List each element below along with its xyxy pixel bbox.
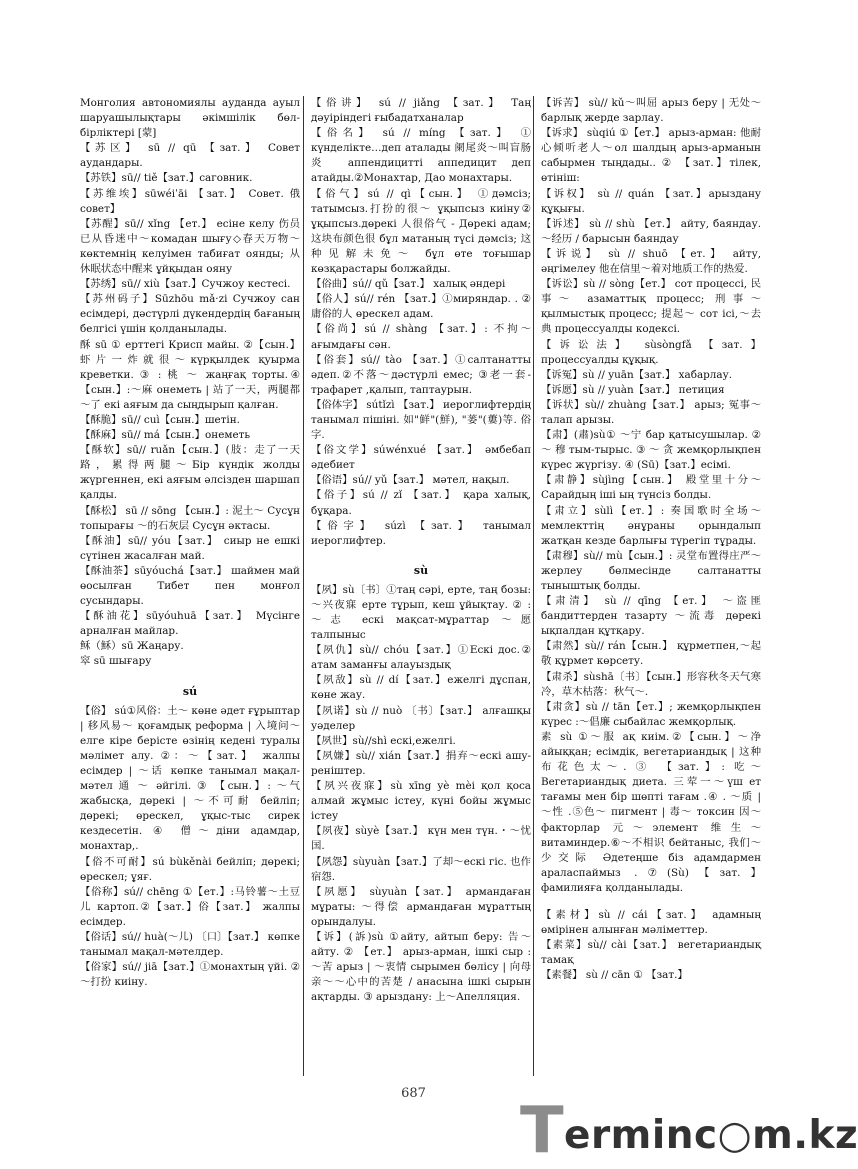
column-divider [303,96,304,1076]
dictionary-entry: 素 sù ①～服 ақ киім.②【сын.】～净 айыққан; есімдік, вегетариандық | 这种布花色太～. ③ 【зат.】: 吃～ Вегетариандық диета. 三荤一～үш ет тағамы мен бір шөпті тағам .④ . ～质 | ～性 .⑤色～ пигмент | 毒～ токсин 因～факторлар 元～элемент 维生～витаминдер.⑥～不相识 бейтаныс, 我们～少交际 Әдетеңше біз адамдармен араласпаймыз .⑦(Sù)【зат.】фамилияға қолданылады. [541,730,761,894]
page-number: 687 [401,1086,426,1101]
dictionary-entry: 【诉】(訴)sù ①айту, айтып беру: 告～ айту. ② 【ет.】 арыз-арман, ішкі сыр : ～苦 арыз | ～衷情 сырымен бөлісу | 向母亲～～心中的苦楚 / анасына ішкі сырын ақтарды. ③ арыздану: 上～Апелляция. [311,930,531,1004]
logo-text: erminc○m.kz [564,1113,858,1158]
section-gap [80,670,300,682]
logo-letter-t: T [520,1094,564,1168]
dictionary-entry: 稣（穌）sū Жаңару. [80,640,184,653]
dictionary-entry: 【肃杀】sùshā〔书〕【сын.】形容秋冬天气寒冷，草木枯落：秋气～. [541,670,761,698]
dictionary-entry: 【俗语】sú// yǔ【зат.】 мәтел, нақыл. [311,474,510,487]
section-gap [311,549,531,561]
dictionary-entry: 【俗尚】sú // shàng 【зат.】: 不拘～ ағымдағы сән. [311,323,531,351]
dictionary-entry: 【诉说】 sù // shuō 【ет.】 айту, әңгімелеу 他在信里～着对地质工作的热爱. [541,247,761,276]
dictionary-entry: 【俗子】sú // zǐ 【зат.】 қара халық, бұқара. [311,489,531,517]
dictionary-entry: 【肃然】sù// rán【сын.】 құрметпен,～起敬 құрмет көрсету. [541,640,761,668]
dictionary-entry: 【诉讼】sù // sòng【ет.】 сот процессі, 民事～ азаматтық процесс; 刑事～ қылмыстық процесс; 提起～ сот ісі,～去典 процессуалды кодексі. [541,278,761,336]
dictionary-entry: 【夙敌】sù // dí【зат.】ежелгі дұспан, көне жау. [311,674,531,702]
dictionary-entry: 【夙愿】 sùyuàn【зат.】 армандаған мұраты: ～得偿 армандаған мұраттың орындалуы. [311,885,531,928]
dictionary-entry: 【苏绣】sū// xiù【зат.】Сучжоу кестесі. [80,278,291,291]
column-left [80,96,300,1076]
syllable-heading: sú [182,684,198,698]
dictionary-entry: 【俗字】 súzì 【зат.】 танымал иероглифтер. [311,519,531,547]
dictionary-entry: 【苏维埃】sūwéiˈāi 【зат.】 Совет. 俄 совет】 [80,187,300,215]
dictionary-entry: 【夙怨】sùyuàn【зат.】了却～ескі гіс. 也作宿怨. [311,855,531,883]
dictionary-entry: 【酥松】 sū // sōng 【сын.】: 泥土～ Сусұн топырағы ～的石灰层 Сусұн әктасы. [80,504,300,532]
dictionary-entry: 【俗曲】sú// qǔ【зат.】 халық әндері [311,278,506,291]
dictionary-entry: 【夙夜】sùyè【зат.】 күн мен түн.・～忧国. [311,825,531,853]
dictionary-entry: 【酥麻】sū// má【сын.】онеметь [80,429,251,442]
section-gap [541,896,761,908]
dictionary-entry: 【肃静】sùjìng【сын.】 殿堂里十分～ Сарайдың іші ың түнсіз болды. [541,474,761,502]
column-right [541,96,761,1076]
dictionary-entry: 【俗称】sú// chēng ①【ет.】:马铃薯～土豆儿 картоп.②【зат.】俗【зат.】 жалпы есімдер. [80,885,300,928]
dictionary-entry: 酥 sū ① ерттегі Крисп майы. ②【сын.】虾片一炸就很～күрқылдек қуырма креветки. ③ : 桃 ～ жаңғақ торты.④【сын.】:～麻 онеметь | 站了一天，两腿都～了 екі аяғым да сыңдырып қалған. [80,338,300,411]
dictionary-entry: 【夙诺】sù // nuò 〔书〕【зат.】 алғашқы уәделер [311,704,531,732]
dictionary-entry: 【夙兴夜寐】sù xīng yè mèi қол қоса алмай жұмыс істеу, күні бойы жұмыс істеу [311,780,531,823]
termincom-logo [520,1094,858,1168]
dictionary-entry: 【苏州码子】Sūzhōu mǎ·zi Сучжоу сан есімдері, дәстүрлі дүкендердің бағаның белгісі үшін қолданылады. [80,293,300,336]
dictionary-entry: 【素菜】sù// cài【зат.】 вегетариандық тамақ [541,939,761,967]
dictionary-entry: 【俗话】sú// huà(～儿) 〔口〕【зат.】 көпке танымал мақал-мәтелдер. [80,930,300,959]
dictionary-entry: 【俗体字】 sútǐzì 【зат.】 иероглифтердің танымал пішіні. 如"鲜"(鮮), "蒌"(蔞)等. 俗字. [311,398,531,442]
dictionary-entry: 【诉求】 sùqiú ①【ет.】 арыз-арман: 他耐心倾听老人～ол шалдың арыз-арманын сабырмен тыңдады.. ② 【зат.】тілек, өтініш: [541,127,761,185]
dictionary-entry: 【苏醒】sū// xǐng 【ет.】 есіне келу 伤员已从昏迷中～комадан шығу◇春天万物～ көктемнің келуімен табиғат оянды; 从休眠状态中醒来 ұйқыдан ояну [80,217,300,276]
dictionary-entry: 【肃】(肅)sù① ～宁 бар қатысушылар. ② ～ 穆 тым-тырыс. ③ ～ 贪 жемқорлықпен күрес жүргізу. ④ (Sū)【зат.】есімі. [541,429,761,472]
dictionary-entry: 【俗讲】 sú // jiǎng 【зат.】 Таң дәуіріндегі ғыбадатханалар [311,97,531,125]
dictionary-entry: 【夙世】sù//shì ескі,ежелгі. [311,734,456,747]
dictionary-entry: 【俗套】sú// tào 【зат.】①салтанатты әдеп.②不落～дәстүрлі емес; ③老一套-трафарет ,қалып, таптаурын. [311,353,531,396]
dictionary-entry: 【肃立】sùlì【ет.】: 奏国歌时全场～мемлекттің әнұраны орындалып жатқан кезде барлығы түрегіп тұрады. [541,504,761,547]
dictionary-entry: 【诉状】sù// zhuàng【зат.】 арыз; 冤事～талап арызы. [541,398,761,426]
dictionary-entry: 【诉述】 sù // shù 【ет.】 айту, баяндау. ～经历 / барысын баяндау [541,217,761,245]
dictionary-entry: 【素材】sù // cái【зат.】 адамның өмірінен алынған мәліметтер. [541,908,761,937]
dictionary-entry: 【肃清】 sù // qīng 【ет.】 ～盗匪 бандиттерден тазарту ～流毒 дөрекі ықпалдан құтқару. [541,595,761,638]
dictionary-entry: 【夙嫌】sù// xián【зат.】捐弃～ескі ашу-реніштер. [311,749,531,777]
dictionary-entry: 【诉权】 sù // quán 【зат.】арыздану құқығы. [541,187,761,215]
dictionary-entry: 【俗人】sú// rén 【зат.】①миряндар. . ②庸俗的人 өрескел адам. [311,293,531,321]
dictionary-entry: 【俗名】 sú // míng 【зат.】 ① күнделікте…деп аталады 阑尾炎～叫盲肠炎 аппендицитті аппедицит деп атайды.②Монахтар, Дао монахтары. [311,127,531,185]
column-divider [533,96,534,1076]
dictionary-entry: 【酥软】sū// ruǎn【сын.】(肢：走了一天路，累得两腿～Бір күндік жолды жүргеннен, екі аяғым әлсізден шаршап қалды. [80,444,300,502]
dictionary-entry: 【肃穆】sù// mù【сын.】: 灵堂布置得庄严～жерлеу бөлмесінде салтанатты тыныштық болды. [541,549,761,592]
dictionary-entry: 【诉愿】sù // yuàn【зат.】 петиция [541,383,725,396]
dictionary-entry: 【诉冤】sù // yuān【зат.】 хабарлау. [541,368,733,381]
dictionary-entry: 窣 sū шығару [80,655,152,668]
dictionary-entry: 【俗气】sú // qì【сын.】 ①дәмсіз; татымсыз.打扮的很～ ұқыпсыз киіну② ұқыпсыз.дөрекі 人很俗气 - Дөрекі адам; 这块布颜色很 бұл матаның түсі дәмсіз; 这种见解未免～ бұл өте тоғышар көзқарастары болжайды. [311,187,531,276]
dictionary-entry: 【诉讼法】 sùsòngfǎ 【зат.】 процессуалды құқық. [541,338,761,366]
dictionary-entry: 【肃贪】sù // tān【ет.】; жемқорлықпен күрес :～倡廉 сыбайлас жемқорлық. [541,700,761,728]
dictionary-entry: 【酥油茶】sūyóuchá【зат.】 шаймен май өосылған Тибет пен монғол сусындары. [80,564,300,608]
dictionary-entry: 【俗文学】súwénxué 【зат.】 әмбебап әдебиет [311,444,531,472]
dictionary-entry: 【俗家】sú// jiā【зат.】①монахтың үйі. ②～打扮 киіну. [80,961,300,989]
dictionary-entry: 【酥油花】sūyóuhuā【зат.】 Мүсінге арналған майлар. [80,610,300,638]
dictionary-entry: 【俗不可耐】sú bùkěnài бейліп; дөрекі; өрескел; ұяғ. [80,855,300,883]
dictionary-entry: 【夙仇】sù// chóu【зат.】①Ескі дос.② атам заманғы алауыздық [311,644,531,672]
dictionary-entry: 【苏铁】sū// tiě【зат.】саговник. [80,172,253,185]
column-middle [311,96,531,1076]
syllable-heading: sù [413,563,429,577]
dictionary-entry: 【苏区】 sū // qū 【зат.】 Совет аудандары. [80,142,300,170]
dictionary-entry: 【酥脆】sū// cuì【сын.】шетін. [80,413,240,426]
dictionary-entry: Монголия автономиялы ауданда ауыл шаруашылықтары әкімшілік бөл-бірліктері [蒙] [80,97,300,140]
dictionary-entry: 【酥油】sū// yóu【зат.】 сиыр не ешкі сүтінен жасалған май. [80,534,300,562]
dictionary-entry: 【诉苦】 sù// kǔ～叫屈 арыз беру | 无处～барлық жерде зарлау. [541,97,761,125]
dictionary-entry: 【俗】 sú①风俗：土～ көне әдет ғұрыптар | 移风易～ қоғамдық реформа | 入境问～ елге кіре берісте өзінің кедені туралы мәлімет алу. ②：～【зат.】 жалпы есімдер | ～话 көпке танымал мақал-мәтел 通 ～ әйгілі. ③ 【сын.】: ～气 жабысқа, дөрекі | ～不可耐 бейліп; дөрекі; өрескел, ұқыс-тыс сирек кездесетін. ④ 僧～діни адамдар, монахтар,. [80,704,300,853]
dictionary-entry: 【夙】sù〔书〕①таң сәрі, ерте, таң бозы: ～兴夜寐 ерте тұрып, кеш ұйықтау. ② : ～志 ескі мақсат-мұраттар ～愿 талпыныс [311,583,531,642]
dictionary-entry: 【素餐】 sù // cān ① 【зат.】 [541,969,688,982]
